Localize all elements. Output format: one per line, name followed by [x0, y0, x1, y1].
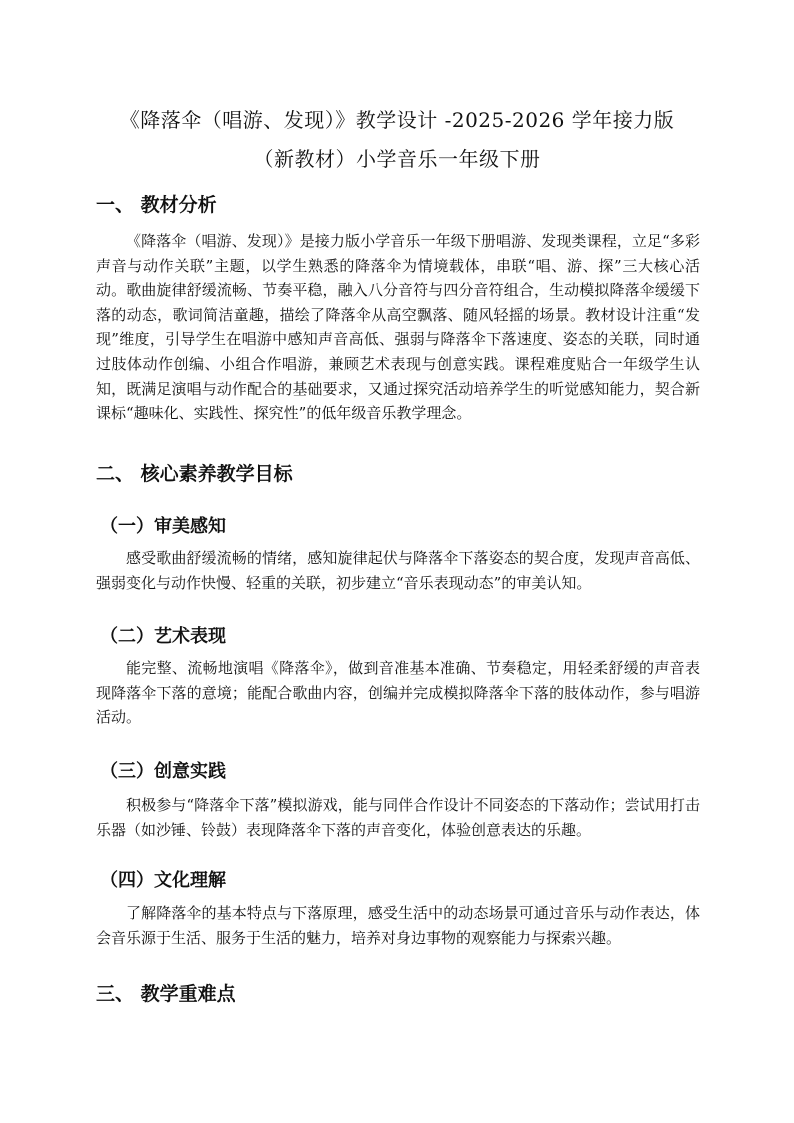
section-heading-core-objectives: 二、 核心素养教学目标	[96, 463, 293, 485]
creative-practice-paragraph: 积极参与“降落伞下落”模拟游戏，能与同伴合作设计不同姿态的下落动作；尝试用打击乐器（如沙锤、铃鼓）表现降落伞下落的声音变化，体验创意表达的乐趣。	[96, 796, 700, 839]
subheading-artistic-expression: （二）艺术表现	[100, 626, 226, 647]
cultural-understanding-paragraph: 了解降落伞的基本特点与下落原理，感受生活中的动态场景可通过音乐与动作表达，体会音乐源于生活、服务于生活的魅力，培养对身边事物的观察能力与探索兴趣。	[96, 904, 700, 947]
artistic-expression-paragraph: 能完整、流畅地演唱《降落伞》，做到音准基本准确、节奏稳定，用轻柔舒缓的声音表现降落伞下落的意境；能配合歌曲内容，创编并完成模拟降落伞下落的肢体动作，参与唱游活动。	[96, 659, 700, 727]
aesthetic-perception-paragraph: 感受歌曲舒缓流畅的情绪，感知旋律起伏与降落伞下落姿态的契合度，发现声音高低、强弱变化与动作快慢、轻重的关联，初步建立“音乐表现动态”的审美认知。	[96, 549, 700, 592]
document-title-line-2: （新教材）小学音乐一年级下册	[253, 147, 541, 171]
textbook-analysis-paragraph: 《降落伞（唱游、发现）》是接力版小学音乐一年级下册唱游、发现类课程，立足“多彩声音与动作关联”主题，以学生熟悉的降落伞为情境载体，串联“唱、游、探”三大核心活动。歌曲旋律舒缓流畅、节奏平稳，融入八分音符与四分音符组合，生动模拟降落伞缓缓下落的动态，歌词简洁童趣，描绘了降落伞从高空飘落、随风轻摇的场景。教材设计注重“发现”维度，引导学生在唱游中感知声音高低、强弱与降落伞下落速度、姿态的关联，同时通过肢体动作创编、小组合作唱游，兼顾艺术表现与创意实践。课程难度贴合一年级学生认知，既满足演唱与动作配合的基础要求，又通过探究活动培养学生的听觉感知能力，契合新课标“趣味化、实践性、探究性”的低年级音乐教学理念。	[96, 232, 700, 423]
section-heading-key-difficulties: 三、 教学重难点	[96, 983, 236, 1005]
section-heading-textbook-analysis: 一、 教材分析	[96, 194, 217, 216]
subheading-aesthetic-perception: （一）审美感知	[100, 516, 226, 537]
subheading-cultural-understanding: （四）文化理解	[100, 870, 226, 891]
subheading-creative-practice: （三）创意实践	[100, 761, 226, 782]
document-title-line-1: 《降落伞（唱游、发现）》教学设计 -2025-2026 学年接力版	[119, 108, 675, 132]
